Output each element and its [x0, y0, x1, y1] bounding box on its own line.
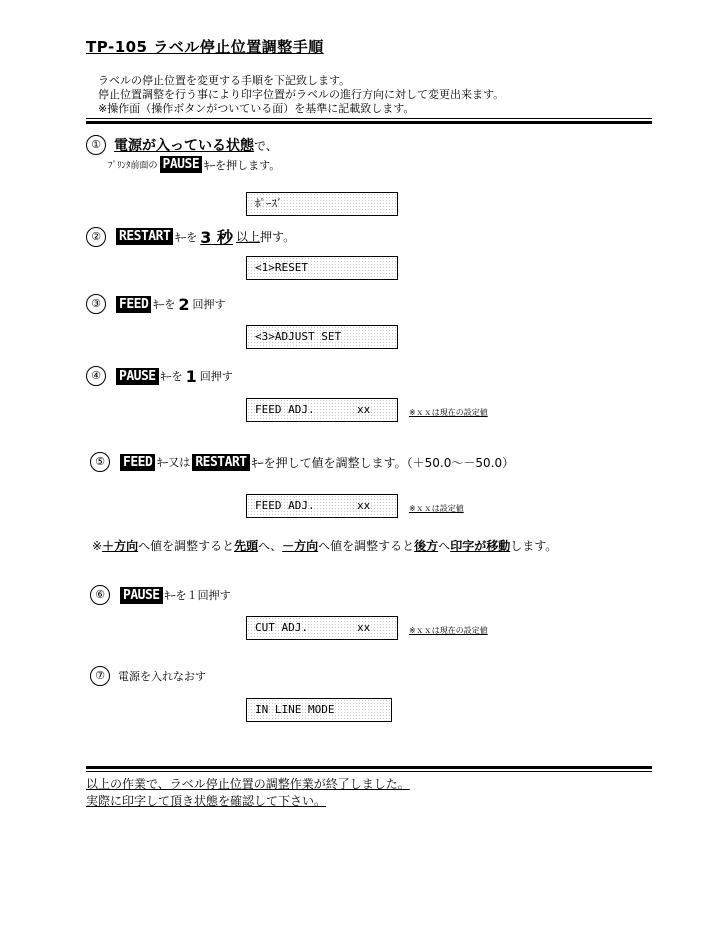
lcd-display-adjust-set: [246, 325, 398, 349]
step-5-line: [90, 452, 514, 472]
step-2-text-2: 以上: [236, 230, 261, 244]
step-7-line: [90, 666, 206, 686]
feed-key: FEED: [120, 454, 155, 471]
step-4-text-1: ｷｰを: [160, 370, 183, 383]
restart-key: RESTART: [116, 228, 173, 245]
explain-back: 後方: [414, 539, 439, 553]
lcd-text: ﾎﾟｰｽﾞ: [255, 197, 283, 210]
lcd-display-in-line-mode: [246, 698, 392, 722]
step-4-count: 1: [185, 366, 197, 386]
intro-line-2: 停止位置調整を行う事により印字位置がラベルの進行方向に対して変更出来ます。: [98, 88, 505, 101]
step-1-line-2: [108, 156, 280, 173]
value-note: ※ｘｘは設定値: [409, 504, 464, 513]
footer-line-1: 以上の作業で、ラベル停止位置の調整作業が終了しました。: [86, 777, 410, 791]
lcd-text: <3>ADJUST SET: [255, 330, 342, 343]
step-number: ④: [86, 366, 106, 386]
step-2-text-3: 押す。: [260, 230, 296, 244]
intro-line-1: ラベルの停止位置を変更する手順を下記致します。: [98, 74, 351, 87]
lcd-value: xx: [357, 499, 371, 512]
divider: [86, 771, 652, 772]
explain-print-move: 印字が移動: [450, 539, 511, 553]
lcd-label: CUT ADJ.: [255, 621, 308, 634]
explain-minus: －方向: [282, 539, 319, 553]
lcd-display-cut-adj: [246, 616, 398, 640]
step-7-text-1: 電源を入れなおす: [118, 670, 206, 683]
feed-key: FEED: [116, 296, 151, 313]
step-6-text-1: ｷｰを１回押す: [164, 589, 231, 602]
explain-part: します。: [510, 539, 558, 553]
step-3-line: [86, 294, 225, 314]
current-value-note: ※ｘｘは現在の設定値: [409, 626, 488, 635]
step-2-line: [86, 225, 295, 248]
step-number: ⑦: [90, 666, 110, 686]
step-1-line-1: [86, 135, 278, 155]
pause-key: PAUSE: [160, 156, 203, 173]
direction-explanation: [92, 537, 557, 554]
step-1-prefix: ﾌﾟﾘﾝﾀ前面の: [108, 161, 158, 171]
step-2-text-1: ｷｰを: [175, 230, 198, 244]
step-3-text-1: ｷｰを: [153, 298, 176, 311]
lcd-label: FEED ADJ.: [255, 403, 315, 416]
restart-key: RESTART: [192, 454, 249, 471]
lcd-display-feed-adj: [246, 494, 398, 518]
step-number: ①: [86, 135, 106, 155]
lcd-text: <1>RESET: [255, 261, 308, 274]
divider: [86, 121, 652, 124]
lcd-value: xx: [357, 621, 371, 634]
step-5-text-1: ｷｰ又は: [157, 456, 191, 469]
pause-key: PAUSE: [120, 587, 163, 604]
step-number: ②: [86, 227, 106, 247]
step-3-count: 2: [178, 294, 190, 314]
explain-part: ※: [92, 539, 103, 553]
page-title: TP-105 ラベル停止位置調整手順: [86, 38, 324, 56]
step-number: ⑤: [90, 452, 110, 472]
intro-line-3: ※操作面（操作ボタンがついている面）を基準に記載致します。: [98, 102, 415, 115]
divider: [86, 118, 652, 119]
lcd-label: FEED ADJ.: [255, 499, 315, 512]
lcd-text: IN LINE MODE: [255, 703, 335, 716]
explain-front: 先頭: [234, 539, 259, 553]
explain-part: へ値を調整すると: [138, 539, 235, 553]
step-number: ⑥: [90, 585, 110, 605]
lcd-display-feed-adj: [246, 398, 398, 422]
step-6-line: [90, 585, 231, 605]
step-1-lead-suffix: で、: [254, 138, 278, 153]
explain-part: へ: [438, 539, 451, 553]
current-value-note: ※ｘｘは現在の設定値: [409, 408, 488, 417]
step-4-line: [86, 366, 233, 386]
step-2-count: 3 秒: [200, 228, 234, 247]
explain-part: へ値を調整すると: [318, 539, 415, 553]
step-number: ③: [86, 294, 106, 314]
step-3-text-2: 回押す: [192, 298, 226, 311]
divider: [86, 766, 652, 769]
step-4-text-2: 回押す: [199, 370, 233, 383]
explain-plus: ＋方向: [102, 539, 139, 553]
pause-key: PAUSE: [116, 368, 159, 385]
lcd-display-reset: [246, 256, 398, 280]
step-1-lead: 電源が入っている状態: [114, 138, 254, 154]
explain-part: へ、: [258, 539, 283, 553]
step-5-text-2: ｷｰを押して値を調整します。（＋50.0～－50.0）: [251, 455, 515, 470]
step-1-suffix: ｷｰを押します。: [204, 158, 281, 172]
footer-line-2: 実際に印字して頂き状態を確認して下さい。: [86, 794, 327, 808]
lcd-display-pause: [246, 192, 398, 216]
lcd-value: xx: [357, 403, 371, 416]
